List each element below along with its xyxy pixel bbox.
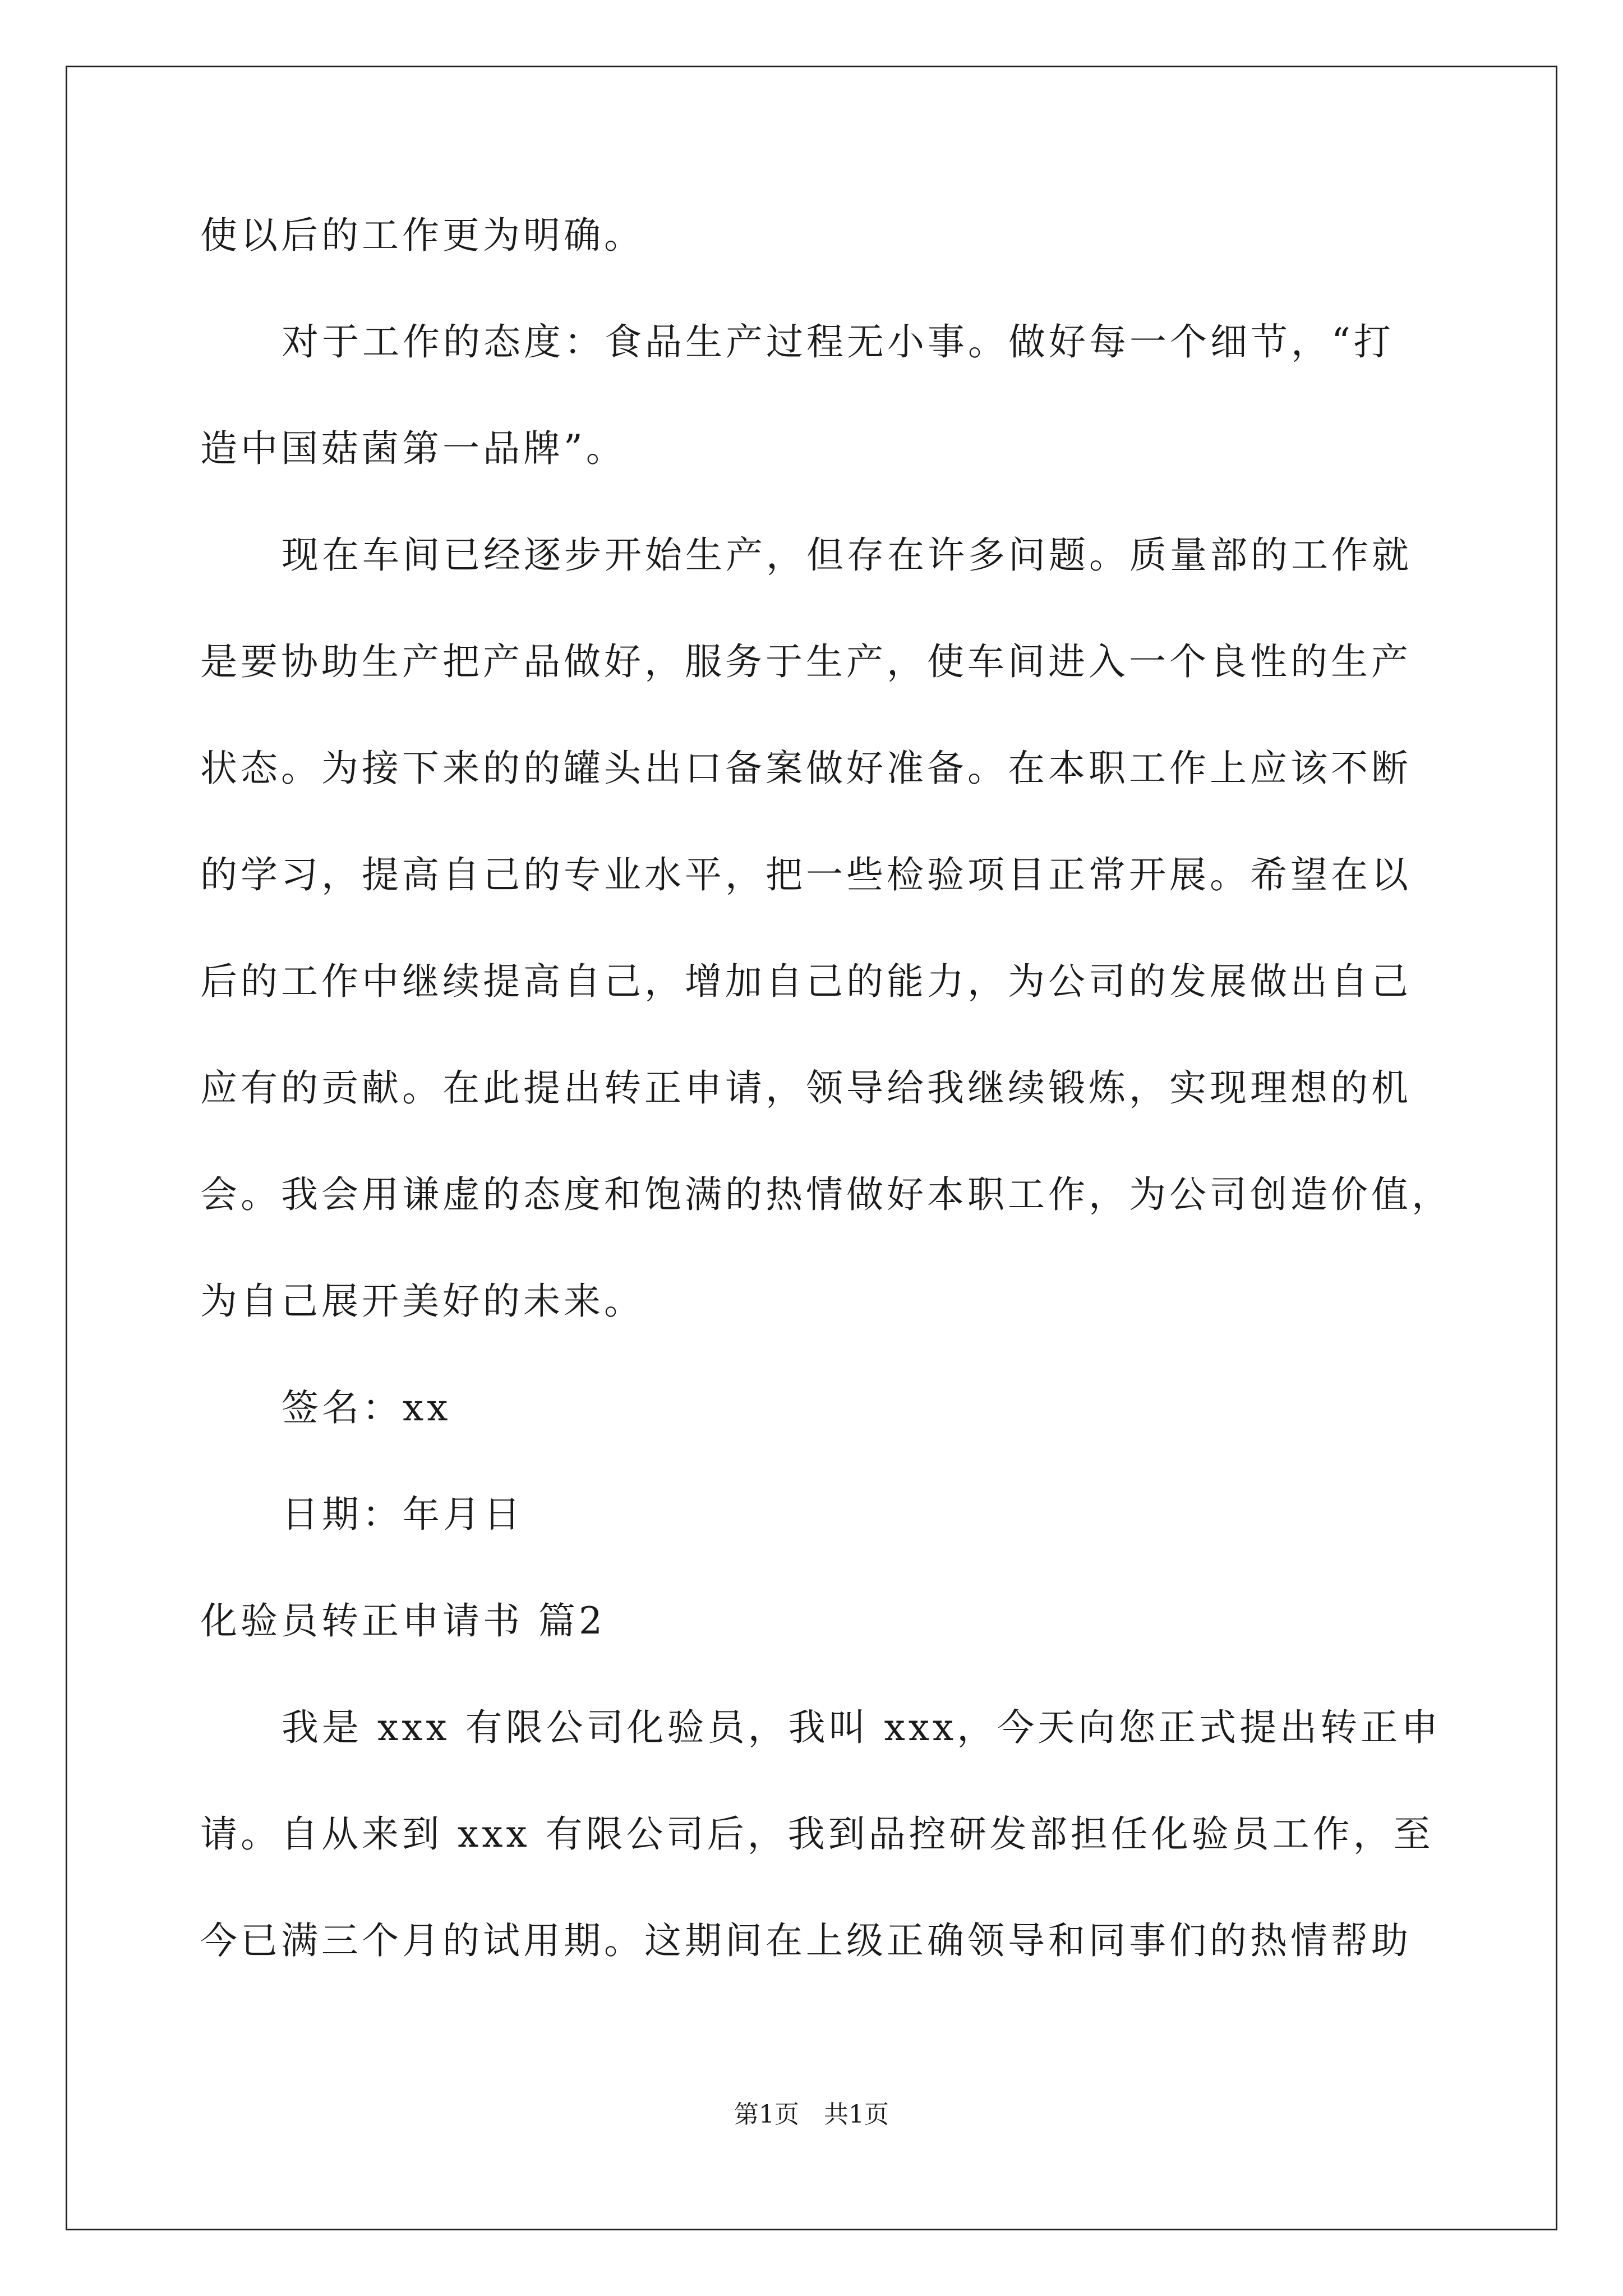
section-heading: 化验员转正申请书 篇2 bbox=[200, 1599, 606, 1642]
page-footer: 第1页 共1页 bbox=[734, 2100, 889, 2129]
text-line: 状态。为接下来的的罐头出口备案做好准备。在本职工作上应该不断 bbox=[200, 747, 1412, 790]
text-line: 现在车间已经逐步开始生产，但存在许多问题。质量部的工作就 bbox=[282, 533, 1412, 577]
text-line: 使以后的工作更为明确。 bbox=[200, 214, 644, 257]
text-line: 后的工作中继续提高自己，增加自己的能力，为公司的发展做出自己 bbox=[200, 960, 1412, 1003]
text-line: 对于工作的态度：食品生产过程无小事。做好每一个细节，“打 bbox=[282, 320, 1394, 364]
text-line: 会。我会用谦虚的态度和饱满的热情做好本职工作，为公司创造价值， bbox=[200, 1173, 1452, 1216]
date-line: 日期：年月日 bbox=[282, 1493, 524, 1536]
text-line: 应有的贡献。在此提出转正申请，领导给我继续锻炼，实现理想的机 bbox=[200, 1066, 1412, 1110]
text-line: 造中国菇菌第一品牌”。 bbox=[200, 427, 626, 470]
text-line: 请。自从来到 xxx 有限公司后，我到品控研发部担任化验员工作，至 bbox=[200, 1812, 1434, 1856]
text-line: 今已满三个月的试用期。这期间在上级正确领导和同事们的热情帮助 bbox=[200, 1919, 1412, 1962]
text-line: 我是 xxx 有限公司化验员，我叫 xxx，今天向您正式提出转正申 bbox=[282, 1706, 1442, 1749]
page-border bbox=[66, 66, 1557, 2230]
text-line: 是要协助生产把产品做好，服务于生产，使车间进入一个良性的生产 bbox=[200, 640, 1412, 683]
signature-line: 签名：xx bbox=[282, 1386, 451, 1429]
text-line: 的学习，提高自己的专业水平，把一些检验项目正常开展。希望在以 bbox=[200, 853, 1412, 896]
text-line: 为自己展开美好的未来。 bbox=[200, 1280, 644, 1323]
